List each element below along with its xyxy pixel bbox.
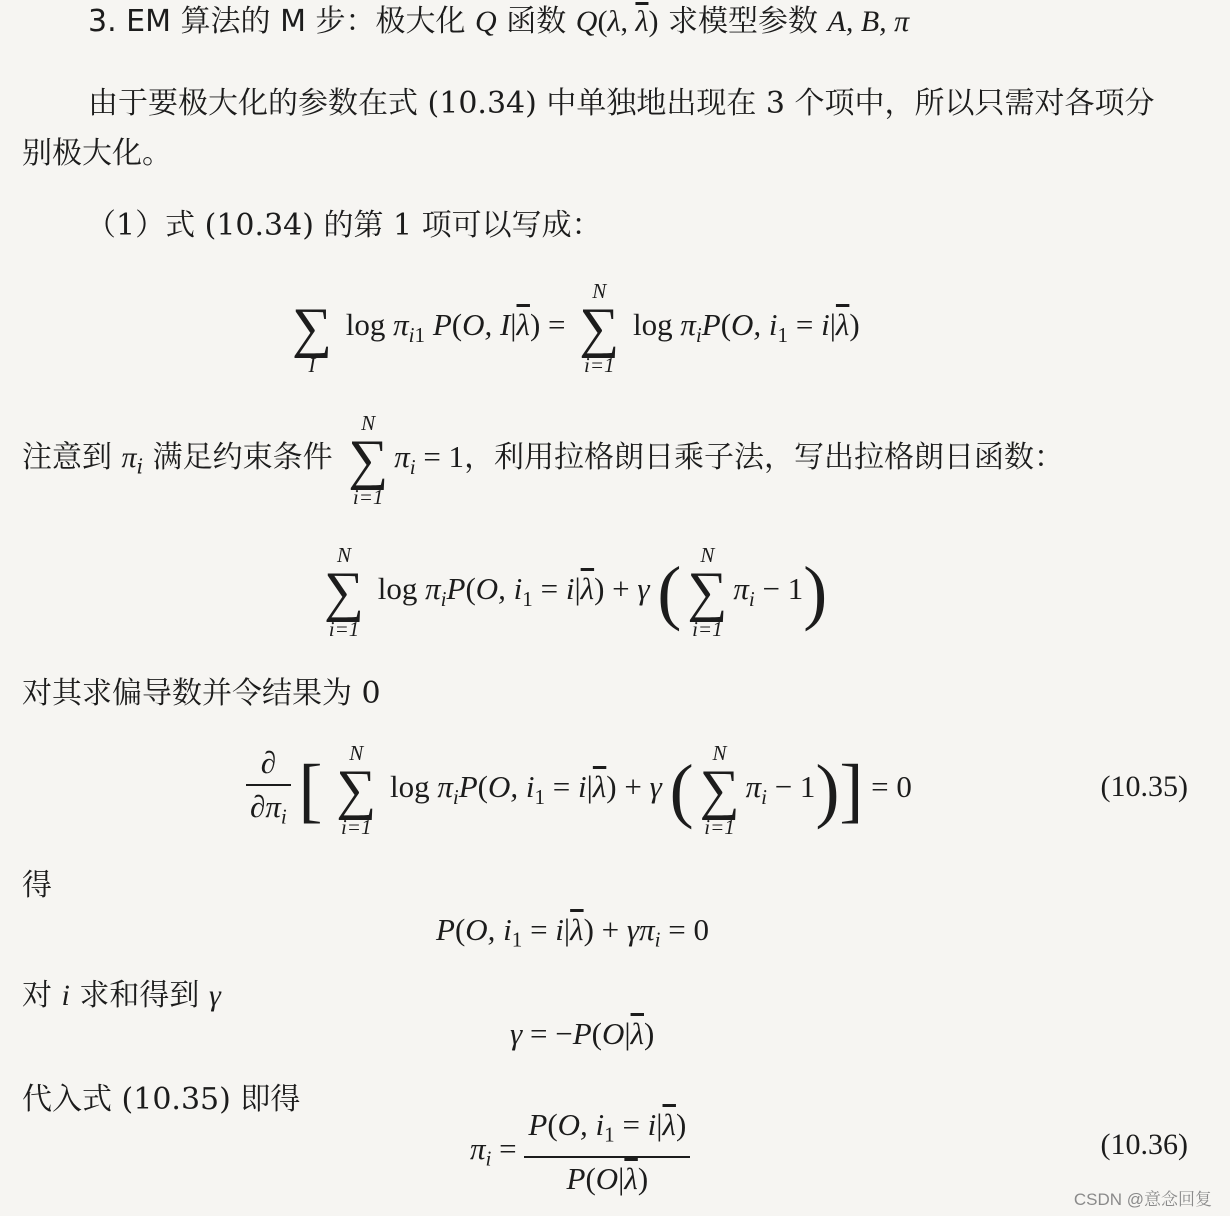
paragraph-7: 代入式 (10.35) 即得 [22,1082,301,1117]
paragraph-6: 对 i 求和得到 γ [22,978,221,1013]
paragraph-3: 注意到 $\pi_i$ 满足约束条件 N ∑ i=1 $\pi_i = 1$，利用拉格朗日乘子法，写出拉格朗日函数： [22,411,1065,509]
equation-first-term: ∑ I $\log \pi_{i1}$ P(O, $I|\overline{\lambda}$) = N ∑ i=1 $\log \pi_iP(O$, $i_1 = i|\overline{\lambda}$) [292,279,860,377]
section-heading: 3. EM 算法的 M 步：极大化 Q 函数 Q(λ, $\overline{\lambda}$) 求模型参数 A, B, π [88,4,910,39]
paragraph-2: （1）式 (10.34) 的第 1 项可以写成： [86,208,602,243]
paragraph-1-line-2: 别极大化。 [22,136,172,171]
equation-10-36: $\pi_i$ = $\frac{P(O, i_1 = i|\overline{\lambda})}{P(O|\overline{\lambda})}$ [470,1106,690,1198]
paragraph-1-line-1: 由于要极大化的参数在式 (10.34) 中单独地出现在 3 个项中，所以只需对各项分 [88,86,1155,121]
paragraph-5: 得 [22,868,52,903]
equation-lagrangian: N ∑ i=1 $\log \pi_iP(O$, $i_1 = i|\overline{\lambda}) + \gamma$ ( N ∑ i=1 $\pi_i - 1$) [324,543,828,641]
csdn-watermark: CSDN @意念回复 [1073,1190,1212,1209]
equation-number-10-36: (10.36) [1100,1128,1188,1161]
equation-gamma: $\gamma = -P(O|\overline{\lambda})$ [510,1016,655,1051]
paragraph-4: 对其求偏导数并令结果为 0 [22,676,381,711]
equation-10-35: $\frac{\partial}{\partial\pi_i}$ [ N ∑ i=1 $\log \pi_iP(O$, $i_1 = i|\overline{\lambda}) + \gamma$ ( N ∑ i=1 $\pi_i - 1)] = 0$ [246,742,912,838]
equation-number-10-35: (10.35) [1100,770,1188,803]
equation-stationary: P(O, $i_1 = i|\overline{\lambda}) + \gamma\pi_i = 0$ [436,912,709,952]
